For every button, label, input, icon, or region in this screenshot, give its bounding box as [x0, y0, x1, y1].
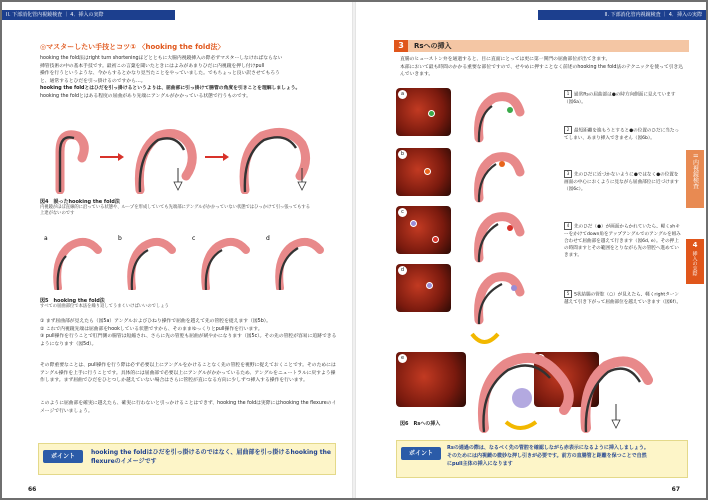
- schematic-a-colon: [479, 97, 520, 138]
- endo-label-a: a: [398, 90, 407, 99]
- fig4-down-arrow-2-head: [298, 182, 306, 190]
- right-page: [354, 2, 706, 498]
- left-section-title: ◎マスターしたい手技とコツ① 〈hooking the fold法〉: [40, 43, 225, 51]
- endo-label-c: c: [398, 208, 407, 217]
- section-tab: [686, 239, 704, 284]
- rs-step-4-mark: 4: [564, 222, 572, 230]
- right-intro-line-2: 本部において最も時間のかかる重要な部位ですので、せやめに押すことなく前述のhooking the fold法のテクニックを使って引き込んでいきます。: [400, 64, 684, 78]
- figure-4-illustration: [40, 122, 340, 194]
- book-spread: [2, 2, 706, 498]
- section-heading-title: Rsへの挿入: [414, 42, 452, 50]
- rs-step-2-text: 最短距離を進もうとすると●の位置のひだに当たってしまい、あまり挿入できません（図6b）。: [564, 128, 680, 141]
- endo-photo-a: [396, 88, 451, 136]
- right-point-line-1: Rsの通過の際は、なるべく先の管腔を確認しながら赤表示になるように挿入しましょう。: [447, 445, 649, 451]
- fig4-colon-3: [244, 132, 305, 190]
- fig5-label-a: a: [44, 235, 48, 242]
- rs-step-1-text: 通常Rsの屈曲部は●の時方向側面に見えています（図6a）。: [564, 92, 676, 105]
- fig4-subcaption: 内視鏡がほぼ直線的に沿っている状態や、ループを形成していても先端部にアングルがかかっていない状態ではひっかけて引っ張ってもする上達がないのです: [40, 205, 311, 216]
- fig5d-colon: [279, 242, 320, 288]
- right-point-line-3: にpull主体の挿入になります: [447, 461, 513, 467]
- schematic-green-dot: [507, 107, 513, 113]
- endo-photo-b: [396, 148, 451, 196]
- step-1: ① まず屈曲部が見えたら（図5a）アングルおよびひねり操作で屈曲を越えて先の管腔を捉えます（図5b）。: [40, 319, 271, 324]
- pull-arrow-head: [612, 420, 620, 428]
- left-intro: [40, 55, 340, 101]
- rs-step-5: [564, 290, 682, 306]
- fig4-arrow-2-head: [223, 153, 229, 161]
- left-point-box: [38, 443, 336, 475]
- lumen-star-marker: [512, 388, 532, 408]
- right-point-label: ポイント: [401, 447, 441, 460]
- rs-step-3-text: 先のひだに近づかないように●ではなく●の位置を画面の中心におくように見ながら屈曲部位に近づけます（図6c）。: [564, 172, 679, 192]
- green-dot: [428, 110, 435, 117]
- section-number: 3: [394, 40, 408, 52]
- chapter-tab-text: II 内視鏡検査: [691, 154, 699, 190]
- right-point-text: [447, 444, 683, 468]
- step-2: ② これで内視鏡先端は屈曲部をhookしている状態ですから、そのままゆっくりとpull操作を行います。: [40, 326, 263, 332]
- fig5-label-b: b: [118, 235, 122, 242]
- large-rotation-arrow: [506, 422, 536, 428]
- endo-label-d: d: [398, 266, 407, 275]
- right-point-box: [396, 440, 688, 478]
- fig5-caption: 図5 hooking the fold法: [40, 298, 105, 304]
- left-paragraph-b: このように屈曲部を確実に越えたら、確実に行わないと引っかけることはできず、hooking the foldは実際にはhooking the flexureのイメージで行いましょう。: [40, 401, 337, 414]
- fig4-down-arrow-1-head: [174, 182, 182, 190]
- intro-line-2: 挿管技術の中の基本手技です。最初この言葉を聞いたときにはよみがあまりひだに内視鏡を押し付けpull: [40, 63, 265, 69]
- fig5a-colon: [57, 242, 98, 288]
- fig5-subcaption: すべての屈曲部位で本法を繰り返してうまくいけばいいのでしょう: [40, 304, 169, 309]
- rs-step-5-text: S状結腸の管腔（○）が見えたら、軽くrightターン越えて引き下がって屈曲部位を越えていきます（図6f）。: [564, 292, 682, 305]
- chapter-tab: [686, 150, 704, 208]
- orange-dot: [424, 168, 431, 175]
- endo-photo-d: [396, 264, 451, 312]
- fig4-colon-1: [60, 135, 84, 190]
- schematic-orange-dot: [499, 161, 505, 167]
- endo-label-b: b: [398, 150, 407, 159]
- rs-step-1: [564, 90, 682, 106]
- violet-dot-d: [426, 282, 433, 289]
- violet-dot: [410, 220, 417, 227]
- fig5-label-c: c: [192, 235, 196, 242]
- fig6-caption: 図6 Rsへの挿入: [400, 421, 441, 427]
- rs-step-2: [564, 126, 682, 142]
- right-page-number: 67: [671, 486, 680, 493]
- left-point-text: [91, 448, 331, 466]
- figure-6-large-schematic: [466, 334, 656, 434]
- intro-2: hooking the foldとはある程度の屈曲があり先端にアングルがかかっている状態で行うものです。: [40, 93, 251, 99]
- figure-5-illustration: [40, 230, 340, 290]
- endo-photo-c: [396, 206, 451, 254]
- intro-line-4: と、通常するとひだを引っ掛けるのですから…。: [40, 78, 146, 84]
- rs-step-1-mark: 1: [564, 90, 572, 98]
- left-running-header: II. 下部消化管内視鏡検査 ｜ 4．挿入の実際: [2, 10, 175, 20]
- endo-label-f: f: [536, 354, 545, 363]
- fig4-arrow-1-head: [118, 153, 124, 161]
- rs-step-4: [564, 222, 682, 259]
- fig4-colon-2: [139, 134, 192, 190]
- right-intro-line-1: 直腸のヒューストン弁を通過すると、目に直面にとっては更に第一関門の屈曲部位が出てきます。: [400, 57, 611, 62]
- left-point-line-2: flexureのイメージです: [91, 458, 157, 465]
- step-3: ③ pull操作を行うことで肛門側の腸管は短縮され、さらに先の管腔も屈曲が緩やかになります（図5c）。その先の管腔が容易に追跡できるようになります（図5d）。: [40, 334, 337, 347]
- fig5c-colon: [205, 242, 246, 288]
- left-paragraph-a: その際重要なことは、pull操作を行う際は必ず必要以上にアングルをかけることなく先の管腔を視野に捉えておくことです。そのためにはアングル操作を上手に行うことです。具体的には屈曲部で必要以上にアングルがかかっているため、アングルをニュートラルに戻すよう操作します。まず屈曲でひだをひとつしか越えていない場合はさらに管腔が直になる方向に少しずつ挿入する操作を行います。: [40, 363, 336, 384]
- intro-line-3: 操作を行うというような、今からするとかなり見当たことをやっていました。でもちょっと良い訳させてもろう: [40, 71, 280, 77]
- right-intro: [400, 56, 685, 79]
- right-point-line-2: そのためには内視鏡の微妙な押し引きが必要です。前方の直腸管と距離を保つことで自然: [447, 453, 647, 459]
- schematic-red-dot: [507, 225, 513, 231]
- rs-step-3: [564, 170, 682, 193]
- right-running-header: II. 下部消化管内視鏡検査 ｜ 4．挿入の実際: [538, 10, 706, 20]
- endo-label-e: e: [398, 354, 407, 363]
- rs-step-2-mark: 2: [564, 126, 572, 134]
- fig5-label-d: d: [266, 235, 270, 242]
- left-page: [2, 2, 354, 498]
- schematic-violet-dot: [511, 285, 517, 291]
- fig4-caption: 図4 誤ったhooking the fold法: [40, 199, 120, 205]
- rs-step-4-text: 先のひだ（●）が画面からかれていたら、軽くshキーをかけてdown角をアップアングルでのアングルを組み合わせて屈曲部を越えて行きます（図6d, e）。その押上の時間ますとその範囲をとりながら先の管腔へ進めていきます。: [564, 224, 681, 258]
- intro-bold: hooking the foldとはひだを引っ掛けるというよりは、屈曲部に引っ掛けて腸管の角度を引きことを理解しましょう。: [40, 86, 301, 92]
- intro-line-1: hooking the fold法はright turn shorteningほどとともに大腸内視鏡挿入の際必ずマスターしなければならない: [40, 56, 283, 61]
- left-point-line-1: hooking the foldはひだを引っ掛けるのではなく、屈曲部を引っ掛けるhooking the: [91, 449, 331, 456]
- large-colon-2: [585, 361, 648, 428]
- left-steps: [40, 318, 340, 348]
- rs-step-5-mark: 5: [564, 290, 572, 298]
- endo-photo-e: [396, 352, 466, 407]
- rs-step-3-mark: 3: [564, 170, 572, 178]
- red-dot: [432, 236, 439, 243]
- fig5b-colon: [131, 242, 172, 288]
- figure-6-schematics: [454, 88, 559, 353]
- section-tab-text: 挿入の実際: [691, 251, 698, 276]
- left-page-number: 66: [28, 486, 37, 493]
- left-point-label: ポイント: [43, 450, 83, 463]
- section-tab-number: 4: [692, 241, 698, 249]
